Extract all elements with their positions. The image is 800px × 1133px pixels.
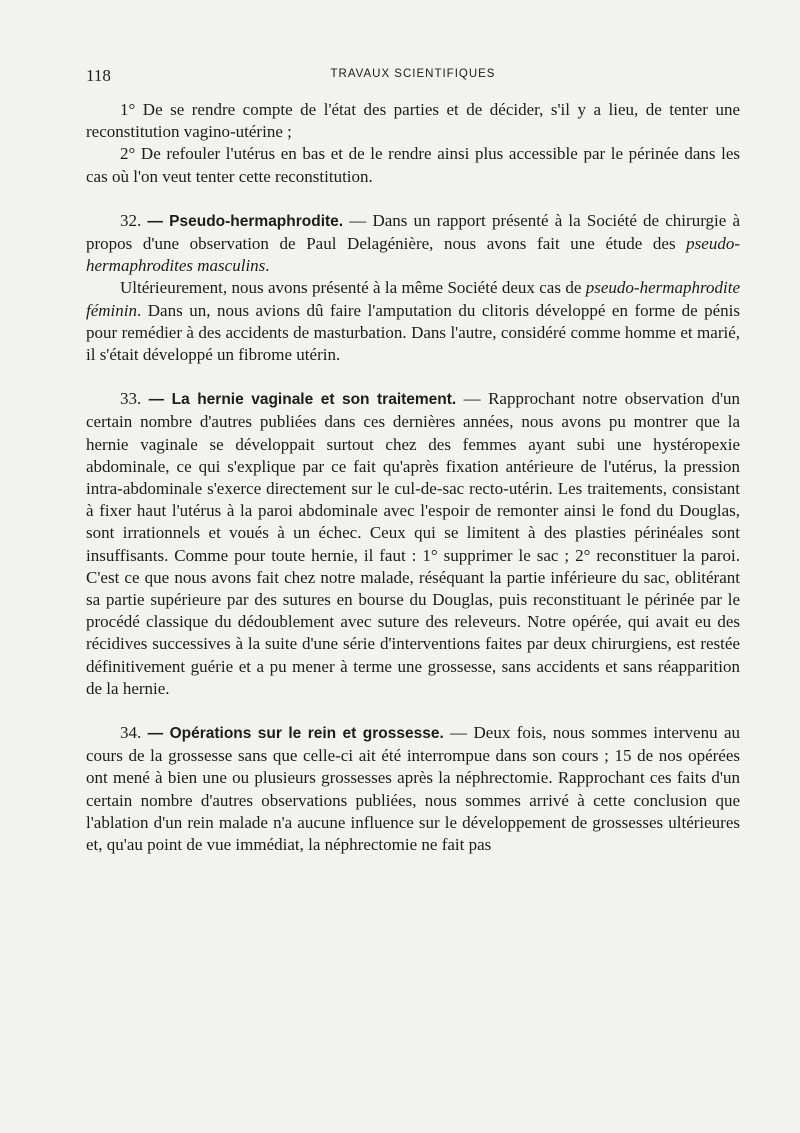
section-34-title-dash: — [147, 725, 164, 743]
section-32-para2-end: . Dans un, nous avions dû faire l'amputation du clitoris développé en forme de pénis pour remédier à des accidents de masturbation. Dans l'autre, considéré comme homme et marié, il s'était développé un fibrome utérin. [86, 300, 740, 365]
page-number: 118 [86, 66, 111, 85]
section-32-number: 32. [120, 210, 142, 230]
section-34-text: — Deux fois, nous sommes intervenu au cours de la grossesse sans que celle-ci ait été interrompue dans son cours ; 15 de nos opérées ont mené à bien une ou plusieurs grossesses après la néphrectomie. Rapprochant ces faits d'un certain nombre d'autres observations publiées, nous sommes arrivé à cette conclusion que l'ablation d'un rein malade n'a aucune influence sur le développement de grossesses ultérieures et, qu'au point de vue immédiat, la néphrectomie ne fait pas [86, 723, 741, 855]
section-33-title-dash: — [148, 391, 165, 409]
section-32-text-end: . [265, 256, 270, 276]
section-33-title: La hernie vaginale et son traitement. [171, 391, 457, 409]
section-32-paragraph-2 [86, 277, 740, 366]
running-title: TRAVAUX SCIENTIFIQUES [330, 68, 496, 80]
intro-point-1: 1° De se rendre compte de l'état des parties et de décider, s'il y a lieu, de tenter une reconstitution vagino-utérine ; [86, 100, 740, 142]
section-32-para2-italic: pseudo-hermaphrodite féminin [86, 278, 740, 320]
section-34-number: 34. [120, 723, 142, 743]
section-33-text: — Rapprochant notre observation d'un certain nombre d'autres publiées dans ces dernières années, nous avons pu montrer que la hernie vaginale se développait surtout chez des femmes ayant subi une hystéropexie abdominale, ce qui s'explique par ce fait qu'après fixation antérieure de l'utérus, la pression intra-abdominale s'exerce directement sur le cul-de-sac recto-utérin. Les traitements, consistant à fixer haut l'utérus à la paroi abdominale avec l'espoir de remonter ainsi le fond du Douglas, sont irrationnels et voués à un échec. Ceux qui se limitent à des plasties périnéales sont insuffisants. Comme pour toute hernie, il faut : 1° supprimer le sac ; 2° reconstituer la paroi. C'est ce que nous avons fait chez notre malade, réséquant la partie inférieure du sac, oblitérant sa partie supérieure par des sutures en bourse du Douglas, puis reconstituant le périnée par le procédé classique du dédoublement avec suture des releveurs. Notre opérée, qui avait eu des récidives successives à la suite d'une série d'interventions faites par deux chirurgiens, est restée définitivement guérie et a pu mener à terme une grossesse, sans accidents et sans réapparition de la hernie. [86, 389, 741, 698]
page-header [86, 66, 740, 86]
section-32-para2-start: Ultérieurement, nous avons présenté à la même Société deux cas de [120, 278, 586, 298]
section-32-title: Pseudo-hermaphrodite. [169, 212, 344, 230]
page-body [86, 99, 740, 856]
section-33-number: 33. [120, 389, 142, 409]
intro-point-2: 2° De refouler l'utérus en bas et de le rendre ainsi plus accessible par le périnée dans les cas où l'on veut tenter cette reconstitution. [86, 144, 740, 186]
section-32-text: — Dans un rapport présenté à la Société de chirurgie à propos d'une observation de Paul Delagénière, nous avons fait une étude des [86, 210, 741, 254]
section-33-paragraph [86, 388, 740, 700]
section-34-title: Opérations sur le rein et grossesse. [169, 725, 444, 743]
section-32-italic: pseudo-hermaphrodites masculins [86, 234, 740, 276]
section-34-paragraph [86, 722, 740, 856]
section-32-title-dash: — [147, 212, 163, 230]
section-32-paragraph-1 [86, 210, 740, 278]
